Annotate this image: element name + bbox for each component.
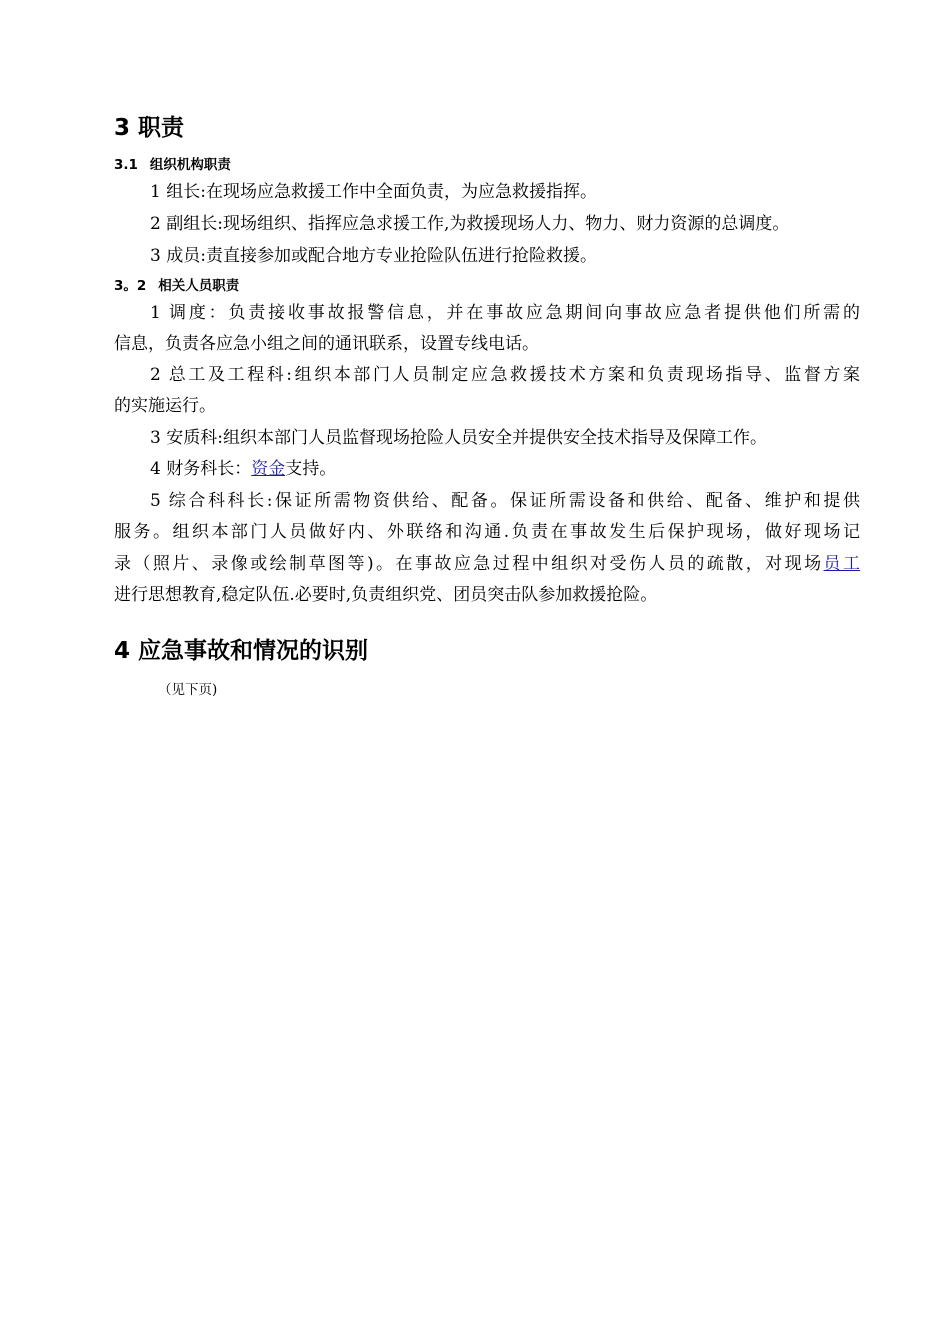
finance-suffix: 支持。 <box>285 459 337 479</box>
duty-chief-engineer-line-1: 2 总工及工程科:组织本部门人员制定应急救援技术方案和负责现场指导、监督方案 <box>150 365 860 385</box>
finance-prefix: 4 财务科长： <box>150 459 252 479</box>
subsection-number: 3。2 <box>114 278 147 294</box>
duty-member: 3 成员:责直接参加或配合地方专业抢险队伍进行抢险救援。 <box>150 246 597 266</box>
duty-finance <box>150 458 860 480</box>
subsection-3-1-heading <box>114 156 231 174</box>
duty-general-line-3 <box>114 553 860 575</box>
section-4-heading: 4 应急事故和情况的识别 <box>114 638 369 664</box>
duty-general-line-1: 5 综合科科长:保证所需物资供给、配备。保证所需设备和供给、配备、维护和提供 <box>150 491 860 511</box>
duty-dispatch-line-1: 1 调度：负责接收事故报警信息，并在事故应急期间向事故应急者提供他们所需的 <box>150 303 860 323</box>
duty-dispatch-line-2: 信息，负责各应急小组之间的通讯联系，设置专线电话。 <box>114 334 539 354</box>
duty-chief-engineer-line-2: 的实施运行。 <box>114 396 216 416</box>
staff-link[interactable]: 员工 <box>823 554 861 574</box>
duty-deputy-leader: 2 副组长:现场组织、指挥应急求援工作,为救援现场人力、物力、财力资源的总调度。 <box>150 214 790 234</box>
subsection-title: 相关人员职责 <box>158 278 240 294</box>
duty-general-line-4: 进行思想教育,稳定队伍.必要时,负责组织党、团员突击队参加救援抢险。 <box>114 585 658 605</box>
subsection-3-2-heading <box>114 277 239 295</box>
duty-leader: 1 组长:在现场应急救援工作中全面负责，为应急救援指挥。 <box>150 182 597 202</box>
see-next-page-note: （见下页) <box>158 682 218 698</box>
section-3-heading: 3 职责 <box>114 115 185 141</box>
duty-general-line-3-text: 录（照片、录像或绘制草图等)。在事故应急过程中组织对受伤人员的疏散，对现场 <box>114 554 824 574</box>
duty-general-line-2: 服务。组织本部门人员做好内、外联络和沟通.负责在事故发生后保护现场，做好现场记 <box>114 522 860 542</box>
subsection-number: 3.1 <box>114 157 138 173</box>
duty-safety-quality: 3 安质科:组织本部门人员监督现场抢险人员安全并提供安全技术指导及保障工作。 <box>150 428 767 448</box>
subsection-title: 组织机构职责 <box>149 157 231 173</box>
funds-link[interactable]: 资金 <box>251 459 286 479</box>
